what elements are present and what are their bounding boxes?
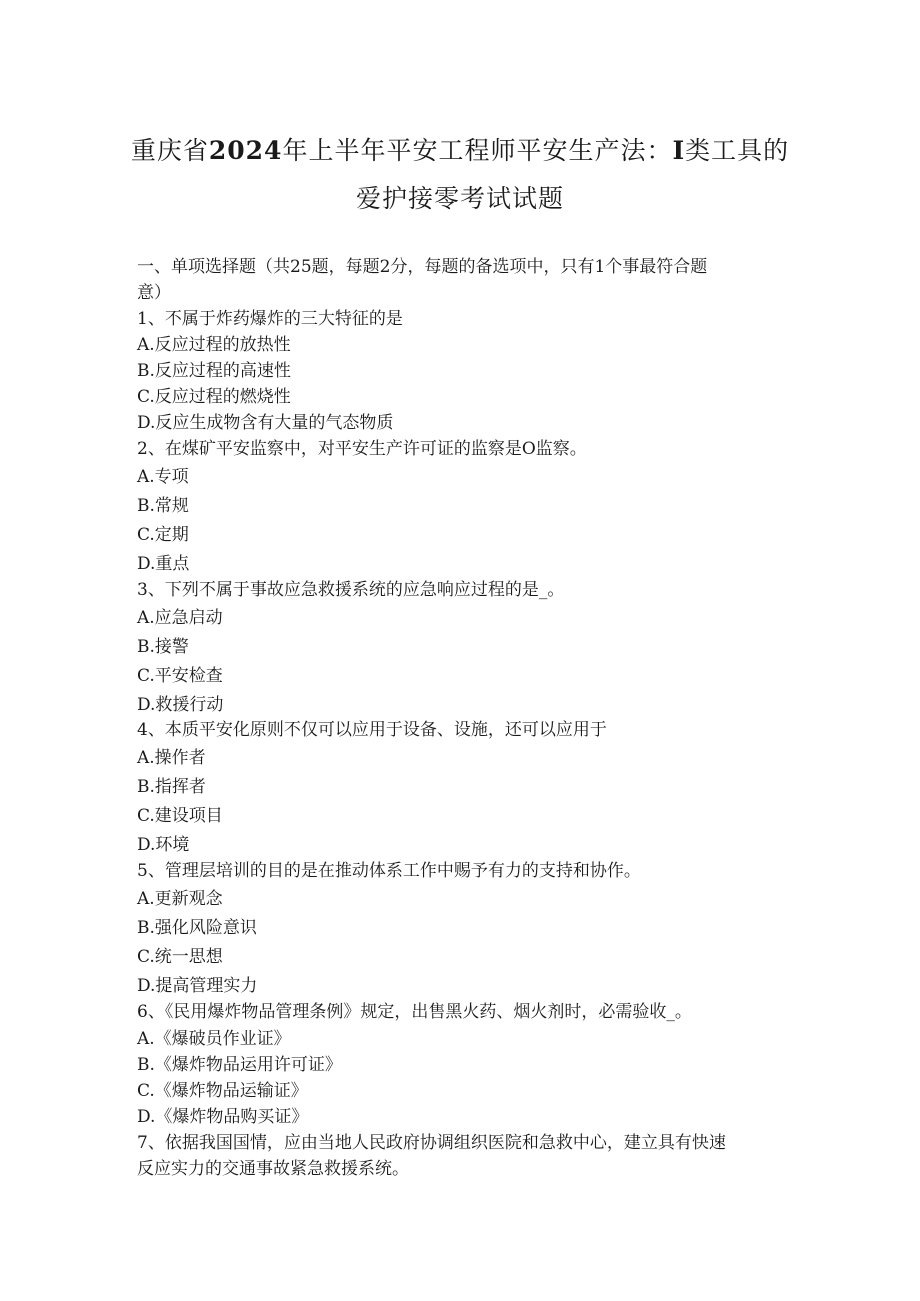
answer-option: B.常规 xyxy=(137,496,189,516)
question-stem: 7、依据我国国情，应由当地人民政府协调组织医院和急救中心，建立具有快速 xyxy=(137,1133,726,1153)
answer-option: B.指挥者 xyxy=(137,777,206,797)
title-year: 2024 xyxy=(208,136,283,165)
title-roman: I xyxy=(672,136,686,165)
answer-option: D.重点 xyxy=(137,554,190,574)
answer-option: D.反应生成物含有大量的气态物质 xyxy=(137,413,394,433)
answer-option: C.定期 xyxy=(137,525,189,545)
question-stem: 1、不属于炸药爆炸的三大特征的是 xyxy=(137,309,403,329)
question-stem: 反应实力的交通事故紧急救援系统。 xyxy=(137,1159,409,1179)
document-title-line-2: 爱护接零考试试题 xyxy=(355,184,564,213)
question-stem: 5、管理层培训的目的是在推动体系工作中赐予有力的支持和协作。 xyxy=(137,861,641,881)
document-title-line-1 xyxy=(0,136,920,166)
answer-option: B.强化风险意识 xyxy=(137,918,257,938)
answer-option: C.建设项目 xyxy=(137,806,223,826)
answer-option: B.反应过程的高速性 xyxy=(137,361,291,381)
answer-option: C.平安检查 xyxy=(137,666,223,686)
answer-option: B.《爆炸物品运用许可证》 xyxy=(137,1055,342,1075)
section-heading-line-1: 一、单项选择题（共25题，每题2分，每题的备选项中，只有1个事最符合题 xyxy=(137,257,708,277)
answer-option: A.专项 xyxy=(137,467,189,487)
title-suffix: 类工具的 xyxy=(685,136,790,165)
answer-option: D.《爆炸物品购买证》 xyxy=(137,1107,309,1127)
question-stem: 2、在煤矿平安监察中，对平安生产许可证的监察是O监察。 xyxy=(137,439,587,459)
answer-option: C.《爆炸物品运输证》 xyxy=(137,1081,308,1101)
answer-option: A.更新观念 xyxy=(137,889,223,909)
question-stem: 3、下列不属于事故应急救援系统的应急响应过程的是_。 xyxy=(137,580,565,600)
title-middle: 年上半年平安工程师平安生产法： xyxy=(282,136,673,165)
answer-option: D.提高管理实力 xyxy=(137,976,258,996)
answer-option: D.救援行动 xyxy=(137,695,224,715)
question-stem: 6、《民用爆炸物品管理条例》规定，出售黑火药、烟火剂时，必需验收_。 xyxy=(137,1002,692,1022)
answer-option: D.环境 xyxy=(137,835,190,855)
answer-option: A.《爆破员作业证》 xyxy=(137,1029,291,1049)
answer-option: A.反应过程的放热性 xyxy=(137,335,291,355)
answer-option: A.应急启动 xyxy=(137,608,223,628)
answer-option: B.接警 xyxy=(137,637,189,657)
answer-option: A.操作者 xyxy=(137,748,206,768)
title-prefix: 重庆省 xyxy=(130,136,209,165)
answer-option: C.统一思想 xyxy=(137,947,223,967)
answer-option: C.反应过程的燃烧性 xyxy=(137,387,291,407)
section-heading-line-2: 意） xyxy=(137,283,171,303)
question-stem: 4、本质平安化原则不仅可以应用于设备、设施，还可以应用于 xyxy=(137,720,607,740)
